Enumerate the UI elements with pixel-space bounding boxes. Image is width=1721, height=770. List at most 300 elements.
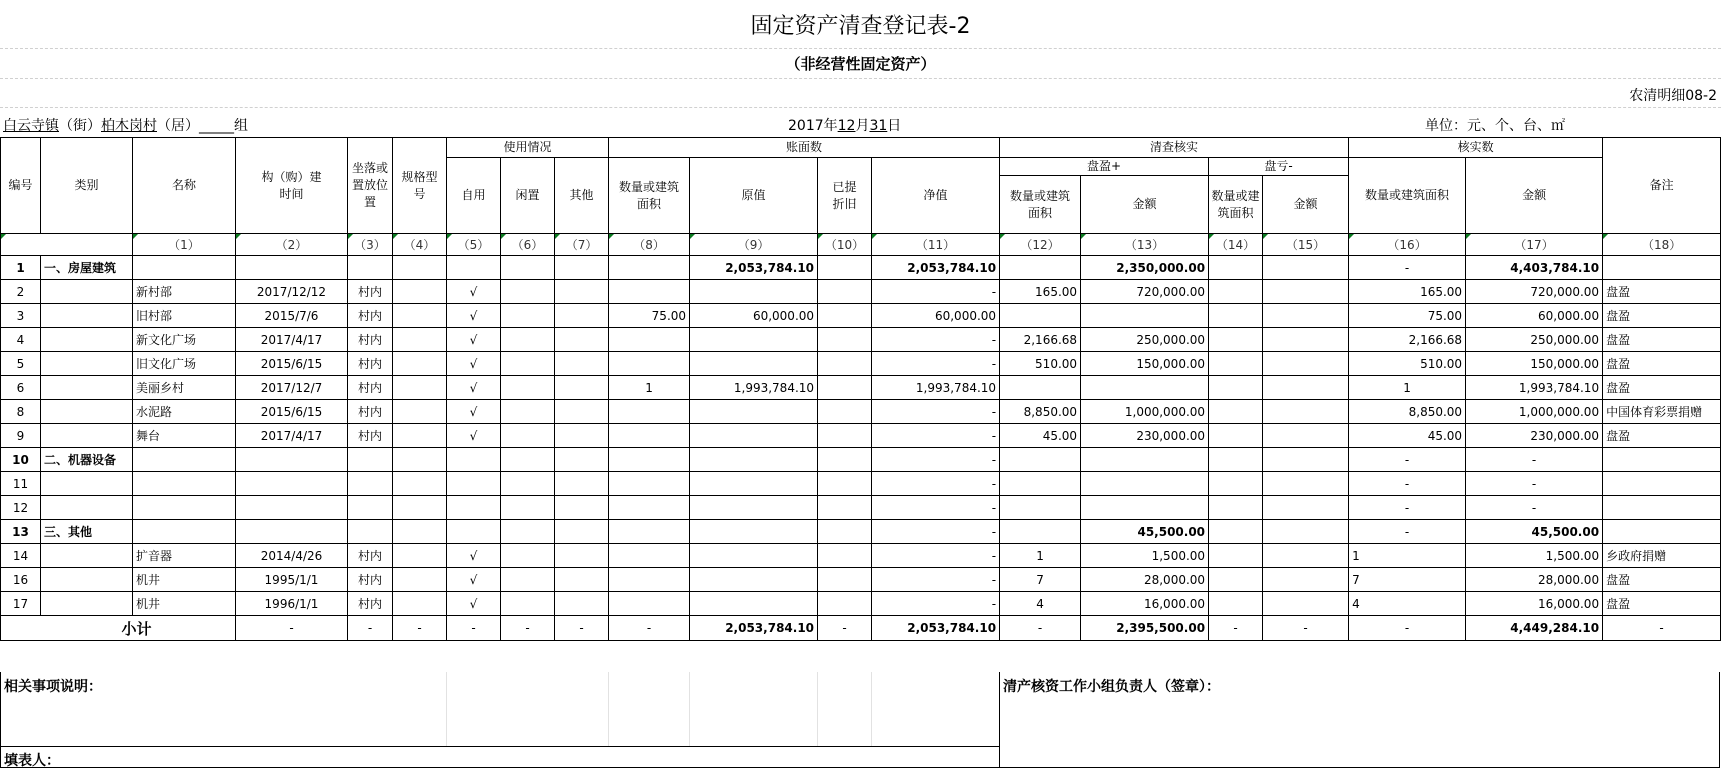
subtotal-samt: - — [1263, 616, 1349, 641]
cell-orig: 60,000.00 — [690, 304, 818, 328]
subtotal-other: - — [555, 616, 609, 641]
cell-qty: 1 — [609, 376, 690, 400]
town-suffix: （街） — [59, 118, 101, 134]
cell-qty — [609, 424, 690, 448]
cell-samt — [1263, 256, 1349, 280]
cell-loc: 村内 — [348, 544, 393, 568]
cell-seq: 3 — [1, 304, 41, 328]
cell-aqty: 165.00 — [1349, 280, 1466, 304]
cell-net: - — [872, 568, 1000, 592]
cell-other — [555, 256, 609, 280]
cell-self: √ — [447, 280, 501, 304]
footer-gridline — [817, 672, 818, 746]
cell-samt — [1263, 568, 1349, 592]
cell-orig — [690, 472, 818, 496]
cell-note — [1603, 520, 1721, 544]
cell-category — [41, 304, 133, 328]
table-row — [1, 328, 1721, 352]
column-index-cell: （12） — [1000, 234, 1081, 256]
cell-sqty — [1209, 352, 1263, 376]
subtotal-spec: - — [393, 616, 447, 641]
table-body — [1, 256, 1721, 616]
cell-name: 美丽乡村 — [133, 376, 236, 400]
cell-spec — [393, 376, 447, 400]
cell-loc — [348, 496, 393, 520]
cell-seq: 16 — [1, 568, 41, 592]
cell-self — [447, 472, 501, 496]
cell-spec — [393, 472, 447, 496]
info-row — [0, 107, 1721, 137]
cell-net: 1,993,784.10 — [872, 376, 1000, 400]
table-row — [1, 472, 1721, 496]
cell-time: 2017/4/17 — [236, 328, 348, 352]
cell-name: 旧村部 — [133, 304, 236, 328]
cell-idle — [501, 376, 555, 400]
group-blank: _____ — [199, 118, 234, 134]
cell-dep — [818, 280, 872, 304]
cell-loc: 村内 — [348, 376, 393, 400]
cell-category — [41, 472, 133, 496]
cell-note: 盘盈 — [1603, 592, 1721, 616]
cell-other — [555, 568, 609, 592]
column-index-cell: （2） — [236, 234, 348, 256]
table-row — [1, 352, 1721, 376]
cell-aqty: - — [1349, 496, 1466, 520]
th-s-amount: 金额 — [1263, 176, 1349, 234]
cell-orig: 1,993,784.10 — [690, 376, 818, 400]
cell-seq: 12 — [1, 496, 41, 520]
cell-name: 扩音器 — [133, 544, 236, 568]
cell-category — [41, 568, 133, 592]
cell-vqty — [1000, 472, 1081, 496]
cell-vamt: 45,500.00 — [1081, 520, 1209, 544]
cell-orig — [690, 496, 818, 520]
table-row — [1, 424, 1721, 448]
th-net: 净值 — [872, 158, 1000, 234]
cell-note: 盘盈 — [1603, 280, 1721, 304]
cell-time: 2015/6/15 — [236, 400, 348, 424]
subtotal-dep: - — [818, 616, 872, 641]
cell-seq: 2 — [1, 280, 41, 304]
cell-aqty: 1 — [1349, 376, 1466, 400]
cell-aamt: 4,403,784.10 — [1466, 256, 1603, 280]
cell-loc: 村内 — [348, 568, 393, 592]
cell-loc — [348, 520, 393, 544]
cell-category: 三、其他 — [41, 520, 133, 544]
table-row — [1, 256, 1721, 280]
cell-self — [447, 496, 501, 520]
cell-net: - — [872, 448, 1000, 472]
cell-orig — [690, 448, 818, 472]
cell-note: 乡政府捐赠 — [1603, 544, 1721, 568]
subtotal-vqty: - — [1000, 616, 1081, 641]
group-suffix: 组 — [234, 118, 248, 134]
cell-spec — [393, 568, 447, 592]
cell-loc — [348, 448, 393, 472]
cell-vqty: 45.00 — [1000, 424, 1081, 448]
subtotal-loc: - — [348, 616, 393, 641]
cell-dep — [818, 448, 872, 472]
column-index-cell: （7） — [555, 234, 609, 256]
th-v-amount: 金额 — [1081, 176, 1209, 234]
cell-vqty: 4 — [1000, 592, 1081, 616]
cell-category — [41, 424, 133, 448]
form-code-row — [0, 78, 1721, 108]
column-index-cell: （11） — [872, 234, 1000, 256]
cell-aqty: 8,850.00 — [1349, 400, 1466, 424]
cell-loc: 村内 — [348, 328, 393, 352]
cell-idle — [501, 496, 555, 520]
cell-vqty: 510.00 — [1000, 352, 1081, 376]
cell-vqty: 8,850.00 — [1000, 400, 1081, 424]
cell-spec — [393, 592, 447, 616]
cell-idle — [501, 280, 555, 304]
subtotal-vamt: 2,395,500.00 — [1081, 616, 1209, 641]
location-label — [3, 115, 248, 135]
cell-dep — [818, 376, 872, 400]
cell-orig — [690, 568, 818, 592]
cell-note — [1603, 448, 1721, 472]
cell-self — [447, 256, 501, 280]
cell-note — [1603, 472, 1721, 496]
th-v-qty-area: 数量或建筑面积 — [1000, 176, 1081, 234]
cell-loc: 村内 — [348, 304, 393, 328]
cell-vqty: 2,166.68 — [1000, 328, 1081, 352]
cell-qty — [609, 472, 690, 496]
cell-note: 盘盈 — [1603, 376, 1721, 400]
cell-samt — [1263, 352, 1349, 376]
cell-samt — [1263, 304, 1349, 328]
cell-aamt: 720,000.00 — [1466, 280, 1603, 304]
column-index-cell: （17） — [1466, 234, 1603, 256]
cell-self: √ — [447, 424, 501, 448]
date-month: 12 — [837, 118, 856, 134]
cell-spec — [393, 496, 447, 520]
cell-orig — [690, 424, 818, 448]
cell-vqty — [1000, 520, 1081, 544]
form-code: 农清明细08-2 — [1629, 88, 1717, 104]
table-row — [1, 376, 1721, 400]
cell-name: 新文化广场 — [133, 328, 236, 352]
subtotal-original: 2,053,784.10 — [690, 616, 818, 641]
th-a-qty-area: 数量或建筑面积 — [1349, 158, 1466, 234]
cell-orig — [690, 328, 818, 352]
cell-name: 新村部 — [133, 280, 236, 304]
cell-seq: 8 — [1, 400, 41, 424]
cell-aqty: 510.00 — [1349, 352, 1466, 376]
cell-spec — [393, 424, 447, 448]
cell-aqty: 4 — [1349, 592, 1466, 616]
sheet-title: 固定资产清查登记表-2 — [0, 0, 1721, 49]
cell-time — [236, 472, 348, 496]
cell-aqty: - — [1349, 448, 1466, 472]
village-name: 柏木岗村 — [101, 118, 157, 134]
cell-other — [555, 472, 609, 496]
column-index-cell: （13） — [1081, 234, 1209, 256]
report-date — [788, 115, 901, 135]
cell-aamt: 16,000.00 — [1466, 592, 1603, 616]
cell-seq: 11 — [1, 472, 41, 496]
th-category: 类别 — [41, 138, 133, 234]
cell-vamt — [1081, 304, 1209, 328]
cell-sqty — [1209, 592, 1263, 616]
cell-vamt — [1081, 496, 1209, 520]
cell-sqty — [1209, 496, 1263, 520]
th-usage: 使用情况 — [447, 138, 609, 158]
cell-spec — [393, 448, 447, 472]
cell-qty — [609, 592, 690, 616]
cell-samt — [1263, 376, 1349, 400]
cell-other — [555, 280, 609, 304]
cell-vqty — [1000, 304, 1081, 328]
cell-net: - — [872, 400, 1000, 424]
cell-dep — [818, 352, 872, 376]
cell-dep — [818, 328, 872, 352]
th-book: 账面数 — [609, 138, 1000, 158]
footer-grid — [0, 672, 1720, 768]
cell-net: 2,053,784.10 — [872, 256, 1000, 280]
th-location: 坐落或置放位置 — [348, 138, 393, 234]
cell-aamt: 45,500.00 — [1466, 520, 1603, 544]
cell-seq: 1 — [1, 256, 41, 280]
footer-hline — [1, 746, 999, 747]
cell-aqty: 1 — [1349, 544, 1466, 568]
cell-time: 1996/1/1 — [236, 592, 348, 616]
cell-category — [41, 328, 133, 352]
cell-note: 盘盈 — [1603, 424, 1721, 448]
cell-loc — [348, 472, 393, 496]
cell-time: 1995/1/1 — [236, 568, 348, 592]
subtotal-aqty: - — [1349, 616, 1466, 641]
th-original: 原值 — [690, 158, 818, 234]
cell-other — [555, 304, 609, 328]
cell-qty — [609, 256, 690, 280]
cell-seq: 9 — [1, 424, 41, 448]
asset-table — [0, 137, 1721, 641]
cell-loc: 村内 — [348, 424, 393, 448]
column-index-row — [1, 234, 1721, 256]
cell-category — [41, 592, 133, 616]
cell-qty — [609, 352, 690, 376]
cell-name — [133, 472, 236, 496]
cell-sqty — [1209, 400, 1263, 424]
cell-qty — [609, 280, 690, 304]
th-build-time: 构（购）建时间 — [236, 138, 348, 234]
table-row — [1, 400, 1721, 424]
cell-name — [133, 496, 236, 520]
column-index-cell: （8） — [609, 234, 690, 256]
cell-name — [133, 448, 236, 472]
column-index-cell: （6） — [501, 234, 555, 256]
cell-vamt — [1081, 448, 1209, 472]
cell-orig — [690, 280, 818, 304]
table-row — [1, 544, 1721, 568]
cell-aamt: 28,000.00 — [1466, 568, 1603, 592]
column-index-cell: （4） — [393, 234, 447, 256]
footer-gridline — [608, 672, 609, 746]
cell-time — [236, 448, 348, 472]
subtotal-qty: - — [609, 616, 690, 641]
th-spec: 规格型号 — [393, 138, 447, 234]
subtotal-aamt: 4,449,284.10 — [1466, 616, 1603, 641]
date-day: 31 — [869, 118, 888, 134]
cell-vqty — [1000, 496, 1081, 520]
cell-self — [447, 520, 501, 544]
cell-qty — [609, 496, 690, 520]
subtotal-net: 2,053,784.10 — [872, 616, 1000, 641]
cell-net: - — [872, 352, 1000, 376]
cell-net: - — [872, 496, 1000, 520]
cell-other — [555, 520, 609, 544]
footer-leader: 清产核资工作小组负责人（签章）： — [1003, 679, 1220, 695]
column-index-cell: （9） — [690, 234, 818, 256]
cell-category — [41, 376, 133, 400]
cell-idle — [501, 448, 555, 472]
cell-spec — [393, 544, 447, 568]
cell-vamt: 1,500.00 — [1081, 544, 1209, 568]
column-index-blank — [1, 234, 133, 256]
cell-vqty: 165.00 — [1000, 280, 1081, 304]
cell-seq: 6 — [1, 376, 41, 400]
cell-time: 2014/4/26 — [236, 544, 348, 568]
cell-note: 盘盈 — [1603, 328, 1721, 352]
cell-dep — [818, 472, 872, 496]
cell-samt — [1263, 400, 1349, 424]
cell-idle — [501, 568, 555, 592]
cell-self: √ — [447, 568, 501, 592]
cell-qty — [609, 448, 690, 472]
cell-aamt: - — [1466, 496, 1603, 520]
cell-sqty — [1209, 280, 1263, 304]
cell-idle — [501, 520, 555, 544]
cell-vamt: 28,000.00 — [1081, 568, 1209, 592]
cell-net: 60,000.00 — [872, 304, 1000, 328]
th-other: 其他 — [555, 158, 609, 234]
footer-gridline — [446, 672, 447, 746]
cell-aqty: - — [1349, 472, 1466, 496]
cell-aamt: 250,000.00 — [1466, 328, 1603, 352]
subtotal-row — [1, 616, 1721, 641]
cell-idle — [501, 424, 555, 448]
cell-dep — [818, 496, 872, 520]
cell-samt — [1263, 520, 1349, 544]
cell-vamt — [1081, 376, 1209, 400]
cell-self: √ — [447, 376, 501, 400]
cell-samt — [1263, 472, 1349, 496]
cell-orig: 2,053,784.10 — [690, 256, 818, 280]
cell-note: 盘盈 — [1603, 304, 1721, 328]
cell-samt — [1263, 496, 1349, 520]
cell-idle — [501, 592, 555, 616]
date-year: 2017年 — [788, 118, 838, 134]
table-row — [1, 304, 1721, 328]
th-seq: 编号 — [1, 138, 41, 234]
cell-net: - — [872, 592, 1000, 616]
cell-other — [555, 544, 609, 568]
cell-self: √ — [447, 304, 501, 328]
column-index-cell: （18） — [1603, 234, 1721, 256]
cell-name: 水泥路 — [133, 400, 236, 424]
cell-dep — [818, 544, 872, 568]
cell-other — [555, 376, 609, 400]
cell-net: - — [872, 472, 1000, 496]
cell-vamt: 250,000.00 — [1081, 328, 1209, 352]
th-note: 备注 — [1603, 138, 1721, 234]
cell-sqty — [1209, 328, 1263, 352]
cell-orig — [690, 544, 818, 568]
sheet-subtitle: （非经营性固定资产） — [0, 48, 1721, 79]
cell-vamt: 2,350,000.00 — [1081, 256, 1209, 280]
cell-spec — [393, 400, 447, 424]
cell-name: 机井 — [133, 568, 236, 592]
cell-idle — [501, 544, 555, 568]
cell-aamt: - — [1466, 448, 1603, 472]
column-index-cell: （15） — [1263, 234, 1349, 256]
cell-vqty — [1000, 376, 1081, 400]
cell-sqty — [1209, 304, 1263, 328]
cell-samt — [1263, 448, 1349, 472]
cell-self: √ — [447, 592, 501, 616]
cell-qty — [609, 544, 690, 568]
cell-other — [555, 352, 609, 376]
cell-loc: 村内 — [348, 280, 393, 304]
table-row — [1, 448, 1721, 472]
cell-loc: 村内 — [348, 400, 393, 424]
cell-loc: 村内 — [348, 592, 393, 616]
town-name: 白云寺镇 — [3, 118, 59, 134]
cell-other — [555, 424, 609, 448]
column-index-cell: （5） — [447, 234, 501, 256]
cell-qty — [609, 400, 690, 424]
cell-vamt — [1081, 472, 1209, 496]
cell-vqty: 7 — [1000, 568, 1081, 592]
cell-other — [555, 496, 609, 520]
cell-vamt: 150,000.00 — [1081, 352, 1209, 376]
cell-self: √ — [447, 400, 501, 424]
cell-aamt: 1,000,000.00 — [1466, 400, 1603, 424]
cell-self: √ — [447, 328, 501, 352]
cell-idle — [501, 472, 555, 496]
cell-sqty — [1209, 256, 1263, 280]
cell-dep — [818, 424, 872, 448]
table-row — [1, 280, 1721, 304]
cell-seq: 10 — [1, 448, 41, 472]
cell-aqty: - — [1349, 256, 1466, 280]
column-index-cell: （10） — [818, 234, 872, 256]
cell-aamt: - — [1466, 472, 1603, 496]
cell-vqty: 1 — [1000, 544, 1081, 568]
cell-net: - — [872, 328, 1000, 352]
cell-dep — [818, 304, 872, 328]
cell-aqty: 2,166.68 — [1349, 328, 1466, 352]
cell-vamt: 16,000.00 — [1081, 592, 1209, 616]
cell-vamt: 1,000,000.00 — [1081, 400, 1209, 424]
cell-aqty: 7 — [1349, 568, 1466, 592]
cell-self: √ — [447, 544, 501, 568]
cell-other — [555, 328, 609, 352]
cell-vqty — [1000, 448, 1081, 472]
th-self-use: 自用 — [447, 158, 501, 234]
cell-spec — [393, 352, 447, 376]
cell-aqty: 75.00 — [1349, 304, 1466, 328]
cell-aqty: - — [1349, 520, 1466, 544]
cell-aamt: 230,000.00 — [1466, 424, 1603, 448]
cell-note — [1603, 496, 1721, 520]
th-qty-area: 数量或建筑面积 — [609, 158, 690, 234]
cell-idle — [501, 328, 555, 352]
footer-gridline — [689, 672, 690, 746]
cell-net: - — [872, 544, 1000, 568]
